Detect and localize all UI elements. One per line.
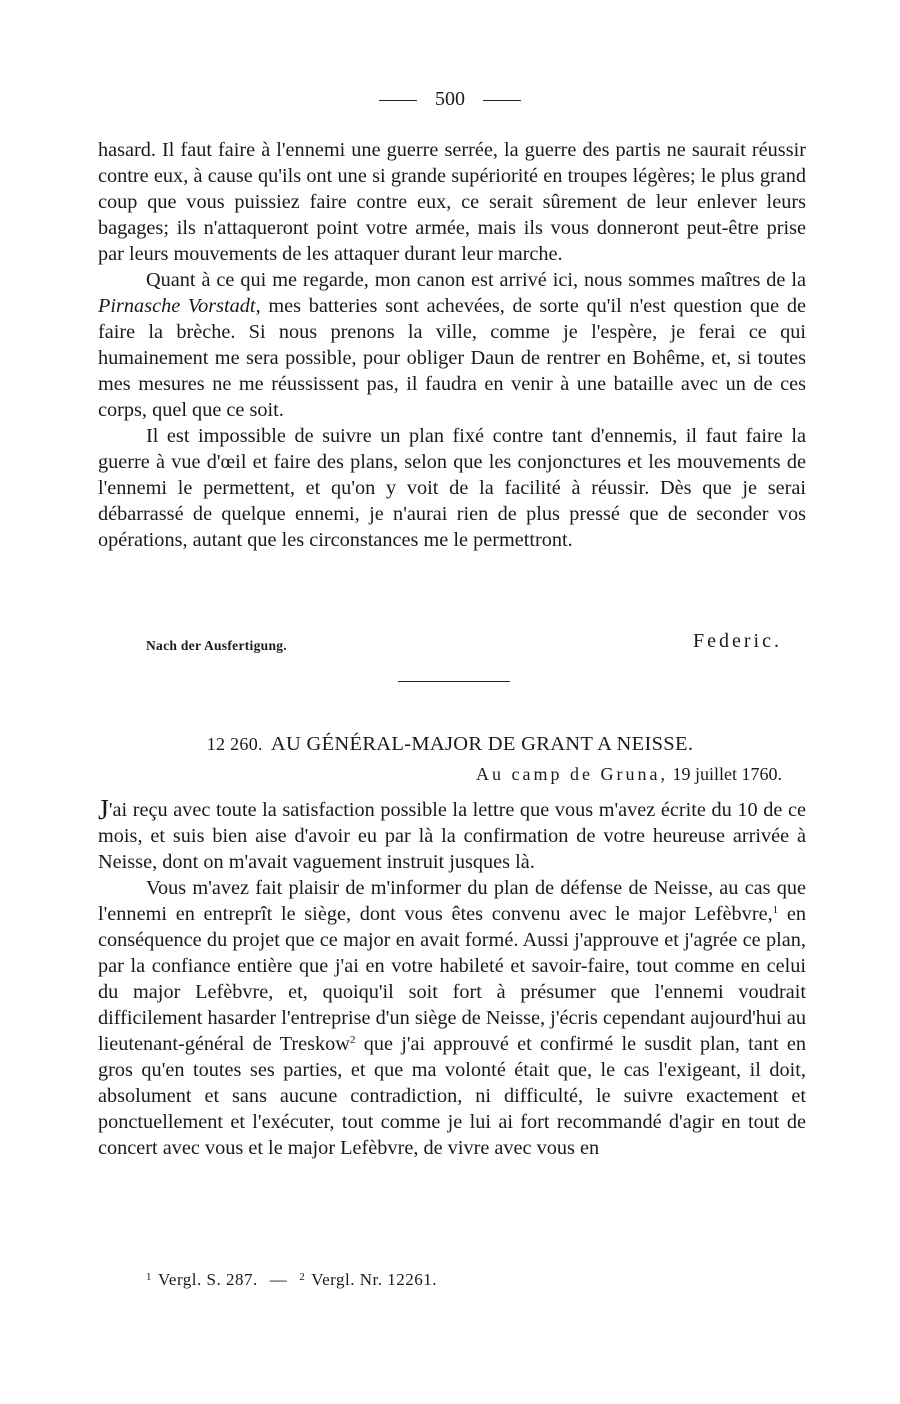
paragraph: Quant à ce qui me regarde, mon canon est arrivé ici, nous sommes maîtres de la Pirnasche Vorstadt, mes batteries sont achevées, de sorte qu'il n'est question que de faire la brèche. Si nous prenons la ville, comme je l'espère, je ferai ce qui humainement me sera possible, pour obliger Daun de rentrer en Bohême, et, si toutes mes mesures ne me réussissent pas, il faudra en venir à une bataille avec un de ces corps, quel que ce soit.	[98, 269, 806, 421]
footnote-text: Vergl. S. 287.	[158, 1270, 258, 1289]
header-rule-left	[379, 100, 417, 101]
footnote-ref: 1	[772, 904, 779, 916]
footnote-ref: 2	[349, 1034, 356, 1046]
footnote-text: Vergl. Nr. 12261.	[311, 1270, 437, 1289]
footnotes	[146, 1270, 437, 1290]
header-rule-right	[483, 100, 521, 101]
letter-number: 12 260.	[206, 734, 263, 754]
letter-title: AU GÉNÉRAL-MAJOR DE GRANT A NEISSE.	[270, 733, 694, 755]
paragraph: Il est impossible de suivre un plan fixé contre tant d'ennemis, il faut faire la guerre à vue d'œil et faire des plans, selon que les conjonctures et les mouvements de l'ennemi le permettent, et qu'on y voit de la facilité à réussir. Dès que je serai débarrassé de quelque ennemi, je n'aurai rien de plus pressé que de seconder vos opérations, autant que les circonstances me le permettront.	[98, 425, 806, 551]
previous-letter-continuation	[98, 137, 806, 553]
closing-row	[146, 630, 782, 656]
signature: Federic.	[693, 630, 782, 652]
italic-place-name: Pirnasche Vorstadt	[98, 295, 256, 317]
paragraph: Vous m'avez fait plaisir de m'informer du plan de défense de Neisse, au cas que l'ennemi en entreprît le siège, dont vous êtes convenu avec le major Lefèbvre,$^1$ en conséquence du projet que ce major en avait formé. Aussi j'approuve et j'agrée ce plan, par la confiance entière que j'ai en votre habileté et savoir-faire, tout comme en celui du major Lefèbvre, et, quoiqu'il soit fort à présumer que l'ennemi voudrait difficilement hasarder l'entreprise d'un siège de Neisse, j'écris cependant aujourd'hui au lieutenant-général de Treskow$^2$ que j'ai approuvé et confirmé le susdit plan, tant en gros qu'en toutes ses parties, et que ma volonté était que, le cas l'exigeant, il doit, absolument et sans aucune contradiction, ni difficulté, le suivre exactement et ponctuellement et l'exécuter, tout comme je lui ai fort recommandé d'agir en tout de concert avec vous et le major Lefèbvre, de vivre avec vous en	[98, 877, 806, 1159]
paragraph: hasard. Il faut faire à l'ennemi une guerre serrée, la guerre des partis ne saurait réussir contre eux, à cause qu'ils ont une si grande supériorité en troupes légères; le plus grand coup que vous puissiez faire contre eux, ce serait sûrement de leur enlever leurs bagages; ils n'attaqueront point votre armée, mais ils vous donneront peut-être prise par leurs mouvements de les attaquer durant leur marche.	[98, 139, 806, 265]
paragraph: J'ai reçu avec toute la satisfaction possible la lettre que vous m'avez écrite du 10 de ce mois, et suis bien aise d'avoir eu par là la confirmation de votre heureuse arrivée à Neisse, dont on m'avait vaguement instruit jusques là.	[98, 795, 806, 873]
letter-place: Au camp de Gruna,	[476, 764, 668, 784]
letter-heading	[0, 733, 900, 756]
letter-body	[98, 797, 806, 1161]
dateline	[476, 764, 782, 785]
footnote-separator: —	[269, 1270, 288, 1289]
page-number: 500	[435, 88, 465, 110]
source-note: Nach der Ausfertigung.	[146, 638, 287, 653]
letter-date: 19 juillet 1760.	[672, 764, 782, 784]
drop-cap: J	[98, 795, 109, 826]
footnote-number: 2	[299, 1271, 306, 1283]
page-header	[0, 88, 900, 111]
footnote-number: 1	[146, 1271, 152, 1283]
section-divider	[398, 681, 510, 682]
